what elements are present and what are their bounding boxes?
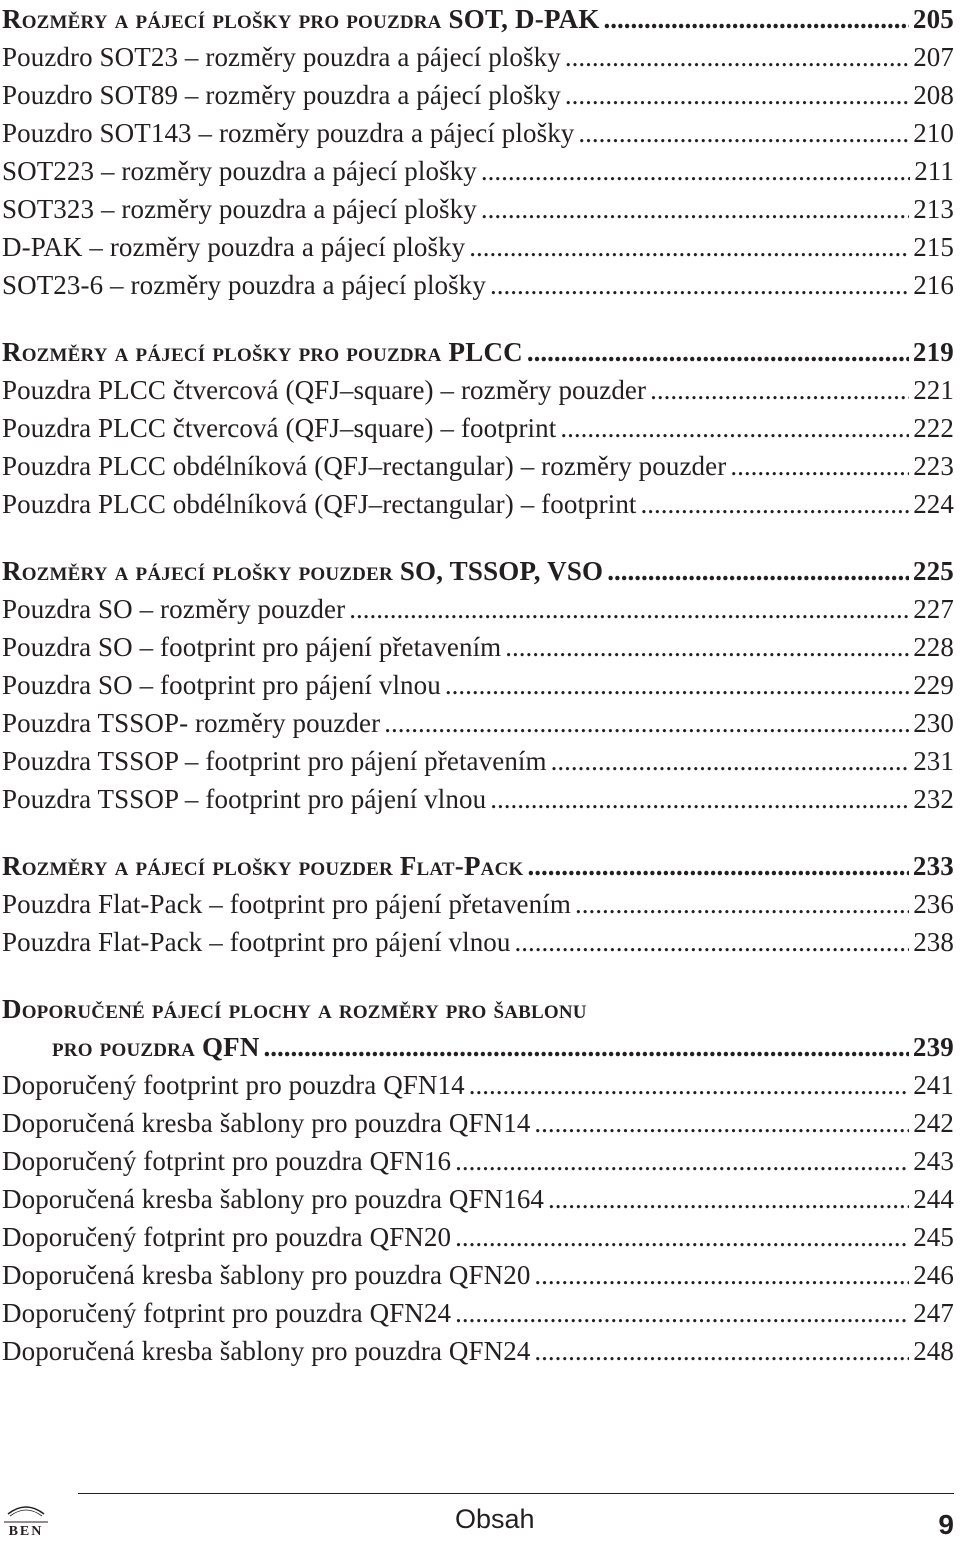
logo-text: BEN <box>8 1524 44 1538</box>
entry-page-number: 238 <box>913 927 954 957</box>
heading-page-number: 205 <box>912 4 954 34</box>
entry-title: Doporučený fotprint pro pouzdra QFN20 <box>2 1222 452 1252</box>
entry-title: Pouzdra PLCC obdélníková (QFJ–rectangular) – rozměry pouzder <box>2 451 727 481</box>
heading-title: Rozměry a pájecí plošky pro pouzdra PLCC <box>2 337 523 367</box>
entry-title: Doporučená kresba šablony pro pouzdra QFN24 <box>2 1336 531 1366</box>
entry-page-number: 211 <box>914 156 954 186</box>
dot-leader <box>455 1294 909 1332</box>
toc-section-heading[interactable] <box>2 1028 954 1066</box>
entry-page-number: 231 <box>913 746 954 776</box>
toc-entry[interactable] <box>2 628 954 666</box>
entry-page-number: 241 <box>913 1070 954 1100</box>
entry-page-number: 222 <box>913 413 954 443</box>
entry-page-number: 244 <box>913 1184 954 1214</box>
toc-entry[interactable] <box>2 1294 954 1332</box>
toc-entry[interactable] <box>2 885 954 923</box>
heading-title: Rozměry a pájecí plošky pouzder SO, TSSOP, VSO <box>2 556 604 586</box>
dot-leader <box>455 1142 909 1180</box>
entry-title: SOT223 – rozměry pouzdra a pájecí plošky <box>2 156 477 186</box>
entry-page-number: 216 <box>913 270 954 300</box>
toc-entry[interactable] <box>2 1218 954 1256</box>
dot-leader <box>534 1332 909 1370</box>
entry-title: Pouzdra SO – footprint pro pájení přetavením <box>2 632 502 662</box>
entry-title: Pouzdra TSSOP – footprint pro pájení přetavením <box>2 746 547 776</box>
dot-leader <box>534 1256 909 1294</box>
entry-title: SOT23-6 – rozměry pouzdra a pájecí plošky <box>2 270 486 300</box>
entry-title: Doporučený footprint pro pouzdra QFN14 <box>2 1070 465 1100</box>
toc-section <box>2 847 954 961</box>
dot-leader <box>515 923 910 961</box>
toc-entry[interactable] <box>2 1180 954 1218</box>
heading-title: Rozměry a pájecí plošky pro pouzdra SOT, D-PAK <box>2 4 600 34</box>
toc-section <box>2 333 954 523</box>
toc-entry[interactable] <box>2 38 954 76</box>
entry-title: Pouzdro SOT89 – rozměry pouzdra a pájecí plošky <box>2 80 561 110</box>
dot-leader <box>560 409 909 447</box>
toc-entry[interactable] <box>2 371 954 409</box>
dot-leader <box>575 885 909 923</box>
footer-page-number: 9 <box>938 1509 954 1540</box>
entry-page-number: 227 <box>913 594 954 624</box>
dot-leader <box>528 847 909 885</box>
entry-page-number: 213 <box>913 194 954 224</box>
entry-page-number: 232 <box>913 784 954 814</box>
toc-entry[interactable] <box>2 447 954 485</box>
entry-title: D-PAK – rozměry pouzdra a pájecí plošky <box>2 232 466 262</box>
entry-title: Pouzdra PLCC obdélníková (QFJ–rectangular) – footprint <box>2 489 637 519</box>
toc-section <box>2 990 954 1370</box>
ben-logo-icon <box>2 1500 50 1538</box>
toc-entry[interactable] <box>2 152 954 190</box>
dot-leader <box>469 228 909 266</box>
entry-title: Doporučený fotprint pro pouzdra QFN24 <box>2 1298 452 1328</box>
dot-leader <box>551 742 910 780</box>
toc-entry[interactable] <box>2 704 954 742</box>
entry-title: Pouzdra PLCC čtvercová (QFJ–square) – rozměry pouzder <box>2 375 647 405</box>
toc-section-heading[interactable] <box>2 847 954 885</box>
dot-leader <box>548 1180 909 1218</box>
entry-page-number: 248 <box>913 1336 954 1366</box>
entry-title: Pouzdro SOT143 – rozměry pouzdra a pájecí plošky <box>2 118 575 148</box>
entry-page-number: 223 <box>913 451 954 481</box>
entry-page-number: 224 <box>913 489 954 519</box>
toc-entry[interactable] <box>2 1256 954 1294</box>
toc-section-heading[interactable] <box>2 333 954 371</box>
toc-entry[interactable] <box>2 76 954 114</box>
toc-entry[interactable] <box>2 742 954 780</box>
entry-title: Pouzdra TSSOP- rozměry pouzder <box>2 708 381 738</box>
toc-entry[interactable] <box>2 923 954 961</box>
dot-leader <box>384 704 909 742</box>
dot-leader <box>565 38 909 76</box>
entry-title: Pouzdra SO – footprint pro pájení vlnou <box>2 670 441 700</box>
toc-section <box>2 0 954 304</box>
entry-page-number: 230 <box>913 708 954 738</box>
toc-section <box>2 552 954 818</box>
toc-entry[interactable] <box>2 228 954 266</box>
dot-leader <box>641 485 910 523</box>
dot-leader <box>481 190 909 228</box>
dot-leader <box>650 371 909 409</box>
entry-page-number: 215 <box>913 232 954 262</box>
dot-leader <box>604 0 909 38</box>
entry-title: Doporučený fotprint pro pouzdra QFN16 <box>2 1146 452 1176</box>
dot-leader <box>349 590 909 628</box>
dot-leader <box>527 333 909 371</box>
entry-title: Pouzdra SO – rozměry pouzder <box>2 594 346 624</box>
entry-page-number: 243 <box>913 1146 954 1176</box>
dot-leader <box>264 1028 909 1066</box>
heading-page-number: 233 <box>912 851 954 881</box>
entry-page-number: 245 <box>913 1222 954 1252</box>
dot-leader <box>578 114 909 152</box>
toc-entry[interactable] <box>2 409 954 447</box>
dot-leader <box>505 628 909 666</box>
toc-entry[interactable] <box>2 1332 954 1370</box>
dot-leader <box>607 552 909 590</box>
toc-entry[interactable] <box>2 1066 954 1104</box>
entry-title: Pouzdra Flat-Pack – footprint pro pájení přetavením <box>2 889 571 919</box>
entry-page-number: 229 <box>913 670 954 700</box>
entry-title: Pouzdra TSSOP – footprint pro pájení vlnou <box>2 784 487 814</box>
entry-title: Doporučená kresba šablony pro pouzdra QFN164 <box>2 1184 545 1214</box>
dot-leader <box>534 1104 909 1142</box>
table-of-contents <box>2 0 954 1370</box>
entry-title: Pouzdra Flat-Pack – footprint pro pájení vlnou <box>2 927 511 957</box>
toc-entry[interactable] <box>2 485 954 523</box>
entry-page-number: 228 <box>913 632 954 662</box>
dot-leader <box>469 1066 909 1104</box>
toc-entry[interactable] <box>2 266 954 304</box>
toc-entry[interactable] <box>2 190 954 228</box>
toc-entry[interactable] <box>2 590 954 628</box>
footer-section-label: Obsah <box>455 1504 535 1534</box>
entry-page-number: 221 <box>913 375 954 405</box>
dot-leader <box>455 1218 909 1256</box>
entry-page-number: 210 <box>913 118 954 148</box>
heading-page-number: 225 <box>912 556 954 586</box>
entry-page-number: 246 <box>913 1260 954 1290</box>
toc-entry[interactable] <box>2 666 954 704</box>
heading-title: Rozměry a pájecí plošky pouzder Flat-Pack <box>2 851 524 881</box>
heading-page-number: 219 <box>912 337 954 367</box>
toc-entry[interactable] <box>2 1142 954 1180</box>
entry-page-number: 242 <box>913 1108 954 1138</box>
footer-divider <box>78 1493 954 1494</box>
publisher-logo <box>2 1500 50 1538</box>
entry-title: SOT323 – rozměry pouzdra a pájecí plošky <box>2 194 477 224</box>
entry-page-number: 247 <box>913 1298 954 1328</box>
toc-section-heading[interactable] <box>2 552 954 590</box>
dot-leader <box>490 266 909 304</box>
entry-title: Pouzdra PLCC čtvercová (QFJ–square) – footprint <box>2 413 557 443</box>
dot-leader <box>565 76 909 114</box>
heading-page-number: 239 <box>912 1032 954 1062</box>
entry-title: Pouzdro SOT23 – rozměry pouzdra a pájecí plošky <box>2 42 561 72</box>
heading-title-line2: pro pouzdra QFN <box>52 1032 260 1062</box>
toc-entry[interactable] <box>2 114 954 152</box>
dot-leader <box>481 152 910 190</box>
toc-section-heading-line1[interactable] <box>2 990 954 1028</box>
toc-section-heading[interactable] <box>2 0 954 38</box>
entry-title: Doporučená kresba šablony pro pouzdra QFN20 <box>2 1260 531 1290</box>
entry-page-number: 236 <box>913 889 954 919</box>
entry-page-number: 208 <box>913 80 954 110</box>
entry-title: Doporučená kresba šablony pro pouzdra QFN14 <box>2 1108 531 1138</box>
dot-leader <box>730 447 909 485</box>
toc-entry[interactable] <box>2 1104 954 1142</box>
dot-leader <box>490 780 909 818</box>
toc-entry[interactable] <box>2 780 954 818</box>
heading-title-line1: Doporučené pájecí plochy a rozměry pro šablonu <box>2 994 587 1024</box>
entry-page-number: 207 <box>913 42 954 72</box>
dot-leader <box>445 666 909 704</box>
